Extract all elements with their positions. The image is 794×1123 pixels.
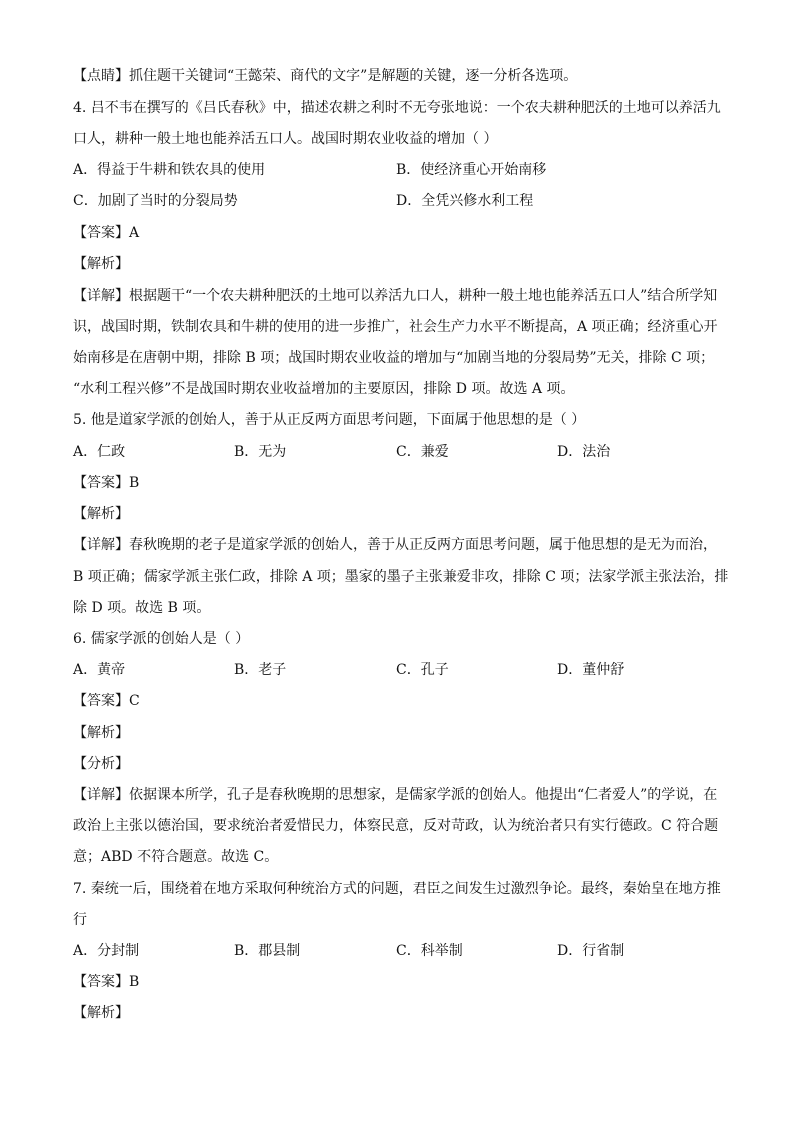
q4-explanation-2: 识，战国时期，铁制农具和牛耕的使用的进一步推广，社会生产力水平不断提高，A 项正确；经济重心开: [73, 319, 718, 335]
question-4-text-cont: 口人，耕种一般土地也能养活五口人。战国时期农业收益的增加（ ）: [73, 131, 498, 147]
q6-explanation-2: 政治上主张以德治国，要求统治者爱惜民力，体察民意，反对苛政，认为统治者只有实行德政。C 符合题: [73, 818, 719, 834]
q5-option-d: D．法治: [557, 444, 611, 460]
q5-explanation-2: B 项正确；儒家学派主张仁政，排除 A 项；墨家的墨子主张兼爱非攻，排除 C 项；法家学派主张法治，排: [73, 569, 729, 585]
q6-fenxi-heading: 【分析】: [73, 756, 129, 772]
q6-explanation-3: 意；ABD 不符合题意。故选 C。: [73, 849, 279, 865]
q5-option-a: A．仁政: [73, 444, 126, 460]
q5-explanation-3: 除 D 项。故选 B 项。: [73, 600, 211, 616]
q6-option-a: A．黄帝: [73, 662, 126, 678]
question-6-text: 6. 儒家学派的创始人是（ ）: [73, 631, 250, 647]
q6-explanation-1: 【详解】依据课本所学，孔子是春秋晚期的思想家，是儒家学派的创始人。他提出“仁者爱人”的学说，在: [73, 787, 718, 803]
question-7-text: 7. 秦统一后，围绕着在地方采取何种统治方式的问题，君臣之间发生过激烈争论。最终，秦始皇在地方推: [73, 881, 721, 897]
q6-analysis-heading: 【解析】: [73, 725, 129, 741]
q6-option-b: B．老子: [234, 662, 287, 678]
q4-option-c: C．加剧了当时的分裂局势: [73, 193, 238, 209]
question-7-text-cont: 行: [73, 912, 87, 928]
q7-option-c: C．科举制: [396, 943, 463, 959]
q5-option-b: B．无为: [234, 444, 287, 460]
q6-option-d: D．董仲舒: [557, 662, 625, 678]
note-line: 【点睛】抓住题干关键词“王懿荣、商代的文字”是解题的关键，逐一分析各选项。: [73, 68, 578, 84]
q5-explanation-1: 【详解】春秋晚期的老子是道家学派的创始人，善于从正反两方面思考问题，属于他思想的是无为而治，: [73, 537, 717, 553]
q4-analysis-heading: 【解析】: [73, 256, 129, 272]
q4-explanation-1: 【详解】根据题干“一个农夫耕种肥沃的土地可以养活九口人，耕种一般土地也能养活五口人”结合所学知: [73, 288, 718, 304]
q7-analysis-heading: 【解析】: [73, 1005, 129, 1021]
q4-option-d: D．全凭兴修水利工程: [396, 193, 534, 209]
question-4-text: 4. 吕不韦在撰写的《吕氏春秋》中，描述农耕之利时不无夸张地说：一个农夫耕种肥沃的土地可以养活九: [73, 100, 721, 116]
q4-option-b: B．使经济重心开始南移: [396, 162, 547, 178]
q6-answer: 【答案】C: [73, 693, 140, 709]
q7-option-b: B．郡县制: [234, 943, 301, 959]
q4-option-a: A．得益于牛耕和铁农具的使用: [73, 162, 266, 178]
q7-option-d: D．行省制: [557, 943, 625, 959]
q4-answer: 【答案】A: [73, 225, 140, 241]
q4-explanation-3: 始南移是在唐朝中期，排除 B 项；战国时期农业收益的增加与“加剧当地的分裂局势”无关，排除 C 项；: [73, 350, 715, 366]
q7-option-a: A．分封制: [73, 943, 140, 959]
q5-answer: 【答案】B: [73, 475, 140, 491]
q6-option-c: C．孔子: [396, 662, 449, 678]
q4-explanation-4: “水利工程兴修”不是战国时期农业收益增加的主要原因，排除 D 项。故选 A 项。: [73, 381, 575, 397]
q5-option-c: C．兼爱: [396, 444, 449, 460]
q7-answer: 【答案】B: [73, 974, 140, 990]
q5-analysis-heading: 【解析】: [73, 506, 129, 522]
question-5-text: 5. 他是道家学派的创始人，善于从正反两方面思考问题，下面属于他思想的是（ ）: [73, 412, 586, 428]
